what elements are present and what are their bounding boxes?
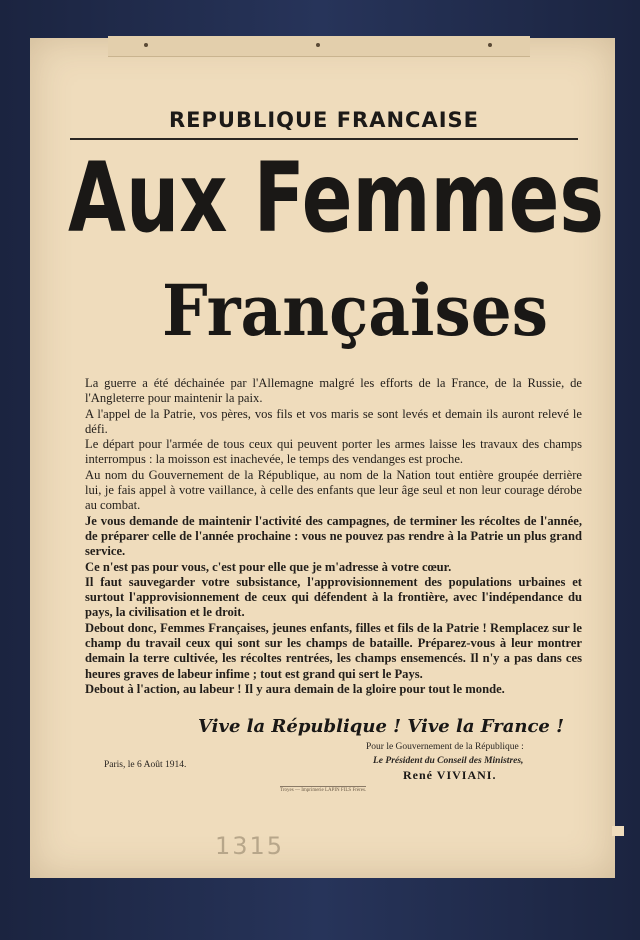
paragraph: Il faut sauvegarder votre subsistance, l'approvisionnement des populations urbaines et surtout l'approvisionnement de ceux qui défendent à la frontière, avec l'indépendance du pays, la civilisation et le droit. bbox=[85, 574, 582, 620]
signature-line-1: Pour le Gouvernement de la République : bbox=[366, 742, 524, 752]
signature-line-2: Le Président du Conseil des Ministres, bbox=[373, 756, 524, 766]
title-line-2: Françaises bbox=[162, 269, 548, 352]
paper-corner bbox=[612, 826, 624, 836]
header-divider bbox=[70, 138, 578, 140]
mounting-strip bbox=[108, 36, 530, 57]
date-place: Paris, le 6 Août 1914. bbox=[104, 760, 187, 770]
slogan: Vive la République ! Vive la France ! bbox=[198, 716, 565, 737]
poster-header: REPUBLIQUE FRANCAISE bbox=[168, 108, 479, 132]
paragraph: A l'appel de la Patrie, vos pères, vos fils et vos maris se sont levés et demain ils auront relevé le défi. bbox=[85, 406, 582, 436]
paragraph: Au nom du Gouvernement de la République, au nom de la Nation tout entière groupée derrière lui, je fais appel à votre vaillance, à celle des enfants que leur âge seul et non leur courage dérobe au combat. bbox=[85, 467, 582, 513]
signature-name: René VIVIANI. bbox=[403, 768, 497, 782]
pin-icon bbox=[488, 43, 492, 47]
poster-body bbox=[85, 376, 582, 697]
paragraph: Ce n'est pas pour vous, c'est pour elle que je m'adresse à votre cœur. bbox=[85, 559, 452, 574]
pin-icon bbox=[144, 43, 148, 47]
pin-icon bbox=[316, 43, 320, 47]
archive-mark: 1315 bbox=[215, 832, 285, 860]
paragraph: Le départ pour l'armée de tous ceux qui peuvent porter les armes laisse les travaux des champs interrompus : la moisson est inachevée, le temps des vendanges est proche. bbox=[85, 437, 582, 467]
title-line-1: Aux Femmes bbox=[68, 142, 604, 254]
paragraph: La guerre a été déchainée par l'Allemagne malgré les efforts de la France, de la Russie, de l'Angleterre pour maintenir la paix. bbox=[85, 376, 582, 406]
paragraph: Debout à l'action, au labeur ! Il y aura demain de la gloire pour tout le monde. bbox=[85, 681, 505, 696]
paragraph: Je vous demande de maintenir l'activité des campagnes, de terminer les récoltes de l'année, de préparer celle de l'année prochaine : vous ne pouvez pas rendre à la Patrie un plus grand service. bbox=[85, 513, 582, 559]
paragraph: Debout donc, Femmes Françaises, jeunes enfants, filles et fils de la Patrie ! Remplacez sur le champ du travail ceux qui sont sur les champs de bataille. Préparez-vous à leur montrer demain la terre cultivée, les récoltes rentrées, les champs ensemencés. Il n'y a pas dans ces heures graves de labeur infime ; tout est grand qui sert le Pays. bbox=[85, 620, 582, 681]
printer-note: Troyes — Imprimerie LAPIN FILS Frères. bbox=[280, 788, 367, 793]
